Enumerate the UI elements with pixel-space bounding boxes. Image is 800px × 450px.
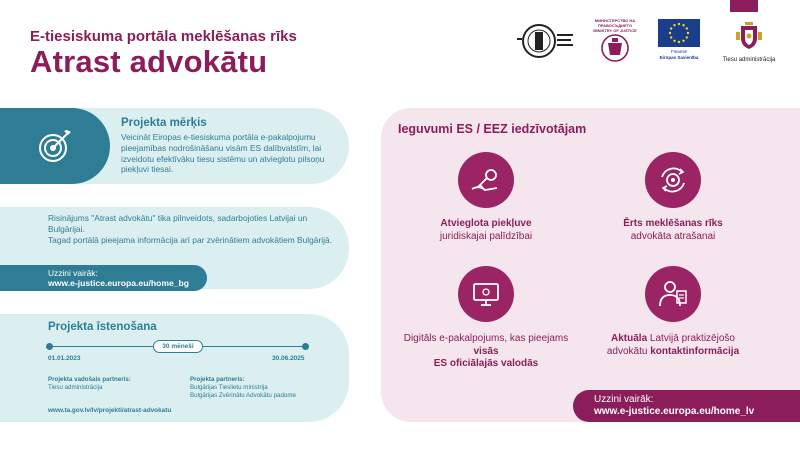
gear-refresh-icon — [656, 163, 690, 197]
benefit-access-icon-circle — [458, 152, 514, 208]
partner-value-1: Bulgārijas Tieslietu ministrija — [190, 384, 268, 391]
benefit-search-icon-circle — [645, 152, 701, 208]
key-hand-icon — [469, 163, 503, 197]
eu-funding-text: Finansē Eiropas Savienība — [659, 49, 699, 60]
court-administration-logo — [718, 22, 780, 62]
benefit-access-text: Atvieglota piekļuve juridiskajai palīdzībai — [439, 218, 533, 242]
ministry-logo-text: МИНИСТЕРСТВО НА ПРАВОСЪДИЕТО MINISTRY OF JUSTICE — [593, 18, 637, 33]
start-date: 01.01.2023 — [48, 355, 81, 362]
benefit-contact-text: Aktuāla Latvijā praktizējošo advokātu kontaktinformācija — [606, 333, 740, 357]
benefit-digital-icon-circle — [458, 266, 514, 322]
benefit-contact-icon-circle — [645, 266, 701, 322]
goal-text: Veicināt Eiropas e-tiesiskuma portāla e-pakalpojumu pieejamības nodrošināšanu visām ES dalībvalstīm, lai izveidotu efektīvāku tiesu sistēmu un atvieglotu pilsoņu piekļuvi tiesai. — [121, 132, 325, 175]
latvian-coat-of-arms-icon — [732, 22, 766, 50]
person-document-icon — [656, 277, 690, 311]
benefits-title: Ieguvumi ES / EEZ iedzīvotājam — [398, 122, 587, 136]
timeline-end-dot — [302, 343, 309, 350]
lv-link-url[interactable]: www.e-justice.europa.eu/home_lv — [594, 406, 755, 417]
project-url-link[interactable]: www.ta.gov.lv/lv/projekti/atrast-advokatu — [48, 407, 172, 414]
goal-title: Projekta mērķis — [121, 117, 207, 129]
partner-value-2: Bulgārijas Zvērinātu Advokātu padome — [190, 392, 296, 399]
lead-partner-label: Projekta vadošais partneris: — [48, 376, 131, 383]
eu-flag-icon — [658, 19, 700, 47]
duration-badge: 30 mēneši — [153, 340, 203, 353]
benefits-panel — [381, 108, 800, 422]
bg-link-label: Uzzini vairāk: — [48, 268, 98, 278]
partner-label: Projekta partneris: — [190, 376, 245, 383]
benefit-digital-text: Digitāls e-pakalpojums, kas pieejams visās ES oficiālajās valodās — [403, 333, 569, 369]
page-subtitle: E-tiesiskuma portāla meklēšanas rīks — [30, 28, 297, 45]
implementation-title: Projekta īstenošana — [48, 321, 157, 333]
court-logo-text: Tiesu administrācija — [722, 57, 776, 63]
page-title: Atrast advokātu — [30, 44, 268, 79]
timeline-start-dot — [46, 343, 53, 350]
end-date: 30.06.2025 — [272, 355, 305, 362]
eu-funding-logo — [658, 19, 700, 63]
benefit-search-text: Ērts meklēšanas rīks advokāta atrašanai — [623, 218, 723, 242]
top-accent-bar — [730, 0, 758, 12]
goal-icon-box — [0, 108, 110, 184]
monitor-icon — [469, 277, 503, 311]
bg-link-url[interactable]: www.e-justice.europa.eu/home_bg — [48, 278, 190, 288]
lead-partner-value: Tiesu administrācija — [48, 384, 103, 391]
bulgarian-bar-council-logo — [515, 20, 575, 62]
info-text: Risinājums "Atrast advokātu" tika pilnveidots, sadarbojoties Latvijai un Bulgārijai. Tagad portālā pieejama informācija arī par zvērinātiem advokātiem Bulgārijā. — [48, 213, 332, 245]
ministry-of-justice-bg-logo — [582, 18, 648, 64]
lv-link-label: Uzzini vairāk: — [594, 394, 654, 405]
target-icon — [35, 126, 75, 166]
